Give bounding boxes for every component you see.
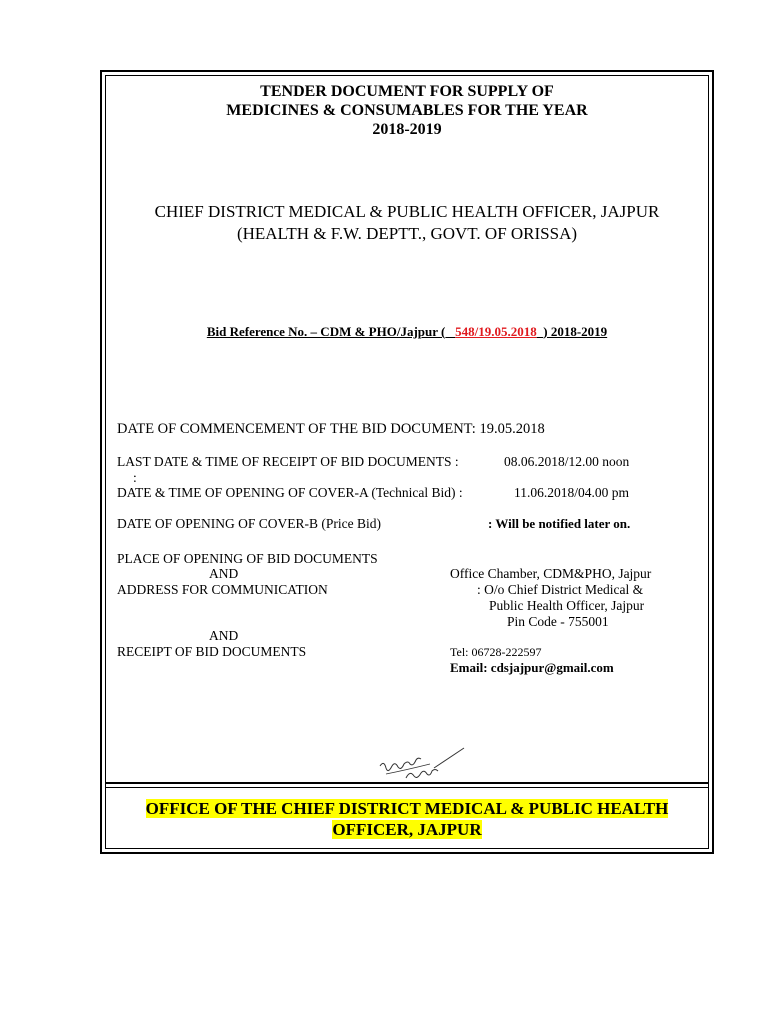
address-line-3: Public Health Officer, Jajpur bbox=[489, 598, 645, 613]
title-line-2: MEDICINES & CONSUMABLES FOR THE YEAR bbox=[226, 102, 588, 119]
bid-reference-prefix: Bid Reference No. – CDM & PHO/Jajpur ( bbox=[206, 324, 446, 339]
last-receipt-value: 08.06.2018/12.00 noon bbox=[504, 454, 630, 469]
cover-a-value: 11.06.2018/04.00 pm bbox=[514, 485, 630, 500]
issuing-office bbox=[105, 201, 709, 245]
address-pin-code: Pin Code - 755001 bbox=[507, 614, 609, 629]
footer-line-1: OFFICE OF THE CHIEF DISTRICT MEDICAL & PUBLIC HEALTH bbox=[145, 799, 669, 818]
title-line-1: TENDER DOCUMENT FOR SUPPLY OF bbox=[260, 83, 554, 100]
cover-a-label: DATE & TIME OF OPENING OF COVER-A (Technical Bid) : bbox=[117, 485, 463, 500]
place-and-2: AND bbox=[209, 628, 239, 643]
last-receipt-label: LAST DATE & TIME OF RECEIPT OF BID DOCUMENTS : bbox=[117, 454, 459, 469]
address-line-1: Office Chamber, CDM&PHO, Jajpur bbox=[450, 566, 652, 581]
commencement-date: DATE OF COMMENCEMENT OF THE BID DOCUMENT: 19.05.2018 bbox=[117, 421, 545, 437]
cover-b-label: DATE OF OPENING OF COVER-B (Price Bid) bbox=[117, 516, 381, 531]
cover-b-value: : Will be notified later on. bbox=[488, 516, 631, 531]
place-and-1: AND bbox=[209, 566, 239, 581]
telephone: Tel: 06728-222597 bbox=[450, 645, 542, 659]
bid-reference-suffix: ) 2018-2019 bbox=[543, 324, 608, 339]
office-line-1: CHIEF DISTRICT MEDICAL & PUBLIC HEALTH OFFICER, JAJPUR bbox=[154, 202, 660, 221]
footer-line-2: OFFICER, JAJPUR bbox=[332, 820, 482, 839]
place-label-address: ADDRESS FOR COMMUNICATION bbox=[117, 582, 328, 597]
email: Email: cdsjajpur@gmail.com bbox=[450, 660, 614, 675]
document-title bbox=[105, 82, 709, 139]
place-label-opening: PLACE OF OPENING OF BID DOCUMENTS bbox=[117, 551, 378, 566]
handwritten-signature bbox=[376, 744, 468, 784]
address-line-2: : O/o Chief District Medical & bbox=[477, 582, 644, 597]
title-line-3: 2018-2019 bbox=[372, 121, 442, 138]
place-label-receipt: RECEIPT OF BID DOCUMENTS bbox=[117, 644, 307, 659]
office-line-2: (HEALTH & F.W. DEPTT., GOVT. OF ORISSA) bbox=[236, 224, 578, 243]
footer-office-banner bbox=[105, 798, 709, 840]
footer-divider-thin bbox=[105, 787, 709, 788]
bid-reference-number: 548/19.05.2018 bbox=[455, 324, 537, 339]
bid-reference bbox=[105, 324, 709, 340]
stray-colon: : bbox=[133, 470, 137, 485]
footer-divider-thick bbox=[105, 782, 709, 784]
